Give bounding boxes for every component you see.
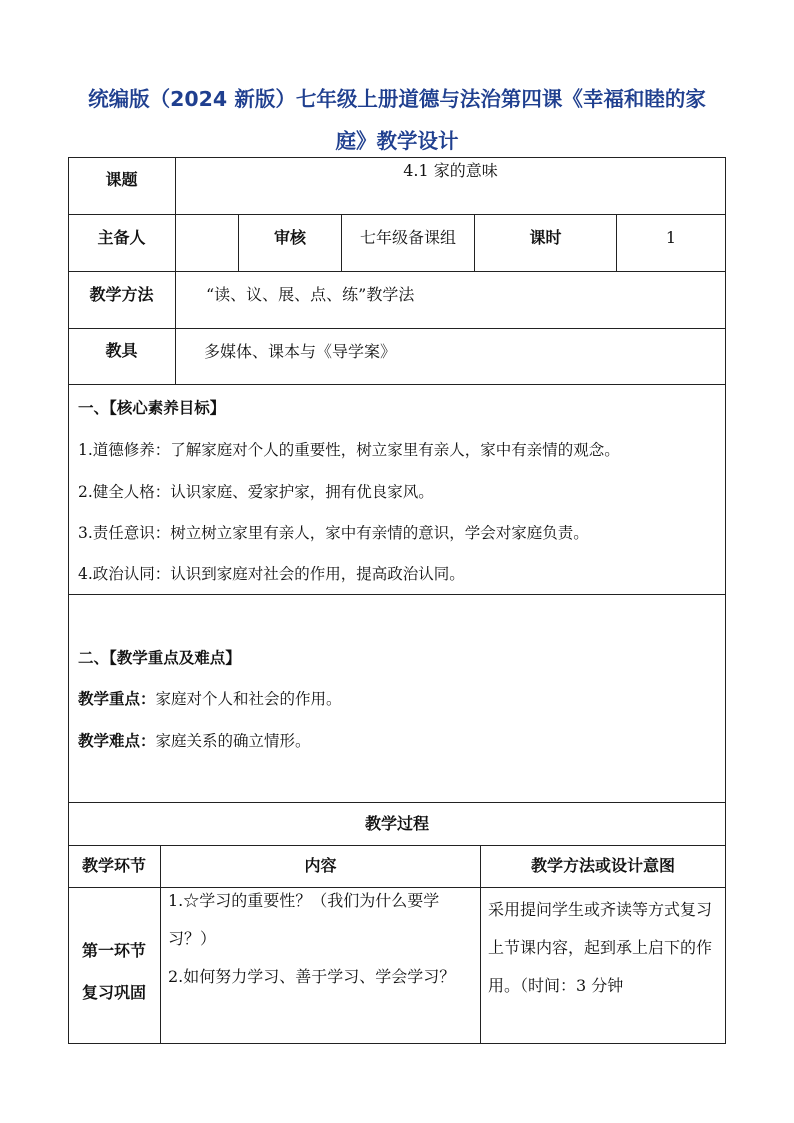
stage1-line-2: 复习巩固 [81, 983, 146, 1002]
difficulty-label: 教学难点： [78, 732, 156, 750]
goal-item: 1.道德修养：了解家庭对个人的重要性，树立家里有亲人，家中有亲情的观念。 [78, 441, 620, 459]
tools-value: 多媒体、课本与《导学案》 [204, 342, 397, 361]
goal-item: 4.政治认同：认识到家庭对社会的作用，提高政治认同。 [78, 565, 465, 583]
row-divider [68, 845, 726, 846]
period-value: 1 [665, 228, 677, 247]
content-item: 2.如何努力学习、善于学习、学会学习？ [168, 967, 456, 986]
focus-label: 教学重点： [78, 690, 156, 708]
row-divider [68, 594, 726, 595]
focus-text: 家庭对个人和社会的作用。 [155, 690, 342, 708]
period-label: 课时 [529, 228, 562, 247]
col-divider [175, 157, 176, 385]
table-border-bottom [68, 1043, 726, 1044]
row-divider [68, 214, 726, 215]
row-divider [68, 271, 726, 272]
method-description: 采用提问学生或齐读等方式复习上节课内容，起到承上启下的作用。（时间：3 分钟 [488, 900, 713, 995]
row-divider [68, 802, 726, 803]
row-divider [68, 328, 726, 329]
goal-item: 3.责任意识：树立树立家里有亲人，家中有亲情的意识，学会对家庭负责。 [78, 524, 589, 542]
process-heading: 教学过程 [364, 814, 429, 833]
difficulty-text: 家庭关系的确立情形。 [155, 732, 311, 750]
method-column-header: 教学方法或设计意图 [530, 856, 675, 875]
method-label: 教学方法 [89, 285, 154, 304]
review-label: 审核 [273, 228, 306, 247]
topic-label: 课题 [105, 170, 138, 189]
keypoints-heading: 二、【教学重点及难点】 [78, 649, 241, 667]
title-line-1: 统编版（2024 新版）七年级上册道德与法治第四课《幸福和睦的家 [88, 87, 706, 111]
teaching-focus [78, 689, 342, 709]
title-line-2: 庭》教学设计 [335, 129, 459, 153]
tools-label: 教具 [105, 341, 138, 360]
document-title [60, 78, 734, 162]
goals-heading: 一、【核心素养目标】 [78, 399, 226, 417]
preparer-label: 主备人 [97, 228, 146, 247]
table-border-right [725, 157, 726, 1044]
row-divider [68, 384, 726, 385]
table-border-top [68, 157, 726, 158]
goal-item: 2.健全人格：认识家庭、爱家护家，拥有优良家风。 [78, 483, 434, 501]
stage-column-header: 教学环节 [81, 856, 146, 875]
topic-value: 4.1 家的意味 [403, 161, 498, 180]
review-value: 七年级备课组 [359, 228, 456, 247]
content-column-header: 内容 [304, 856, 337, 875]
teaching-difficulty [78, 731, 311, 751]
method-value: “读、议、展、点、练”教学法 [206, 285, 415, 304]
content-item: 1.☆学习的重要性？（我们为什么要学习？） [168, 891, 440, 948]
stage1-line-1: 第一环节 [81, 941, 146, 960]
